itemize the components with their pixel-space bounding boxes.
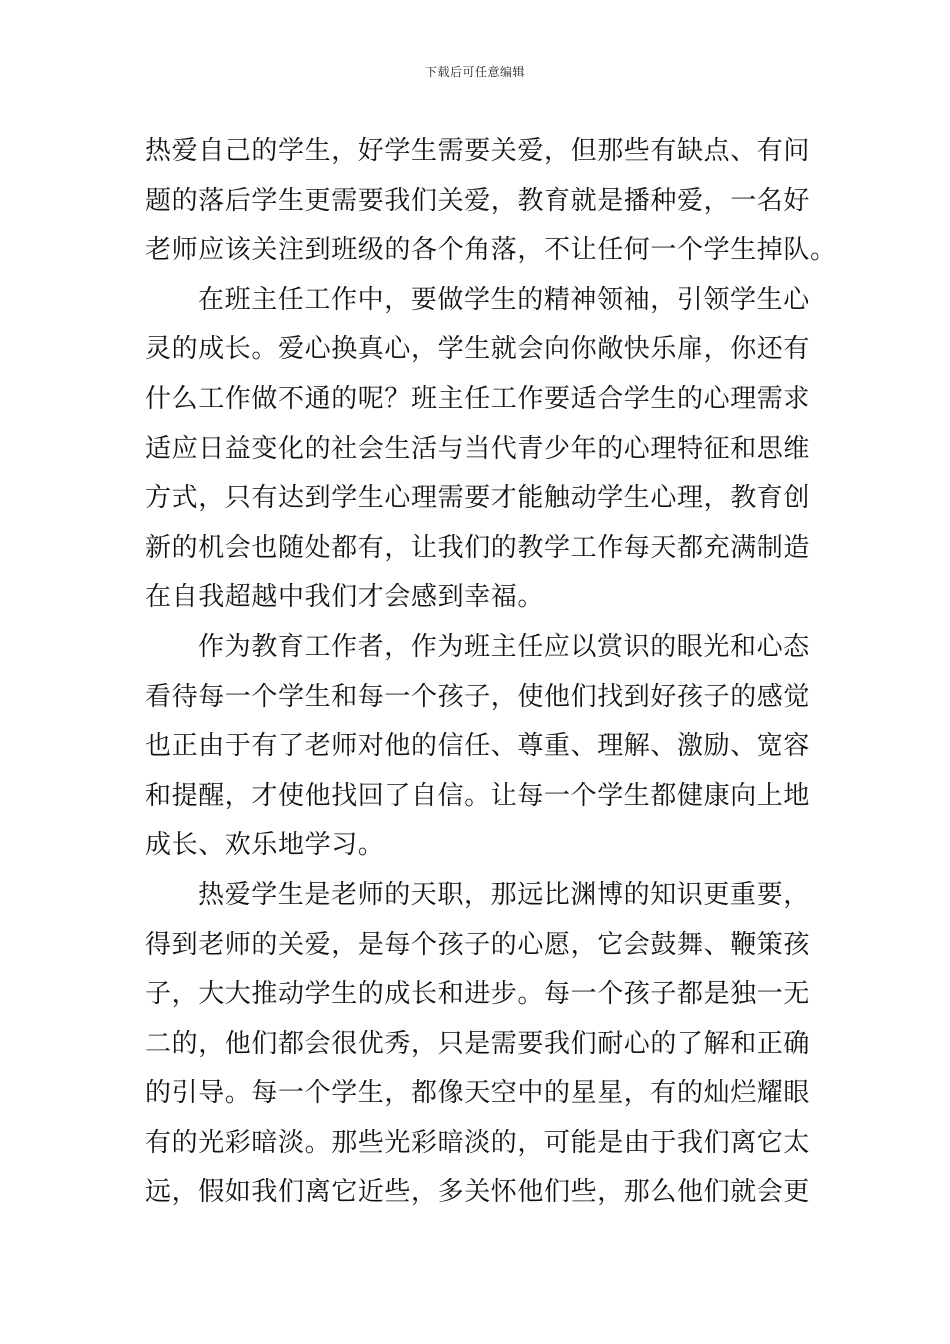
text-line: 新的机会也随处都有，让我们的教学工作每天都充满制造	[145, 532, 811, 563]
text-line: 也正由于有了老师对他的信任、尊重、理解、激励、宽容	[145, 731, 811, 762]
paragraph-first-line: 热爱学生是老师的天职，那远比渊博的知识更重要，	[198, 879, 810, 910]
text-line: 什么工作做不通的呢？班主任工作要适合学生的心理需求	[145, 383, 811, 414]
text-line: 成长、欢乐地学习。	[145, 830, 385, 861]
text-line: 适应日益变化的社会生活与当代青少年的心理特征和思维	[145, 433, 811, 464]
paragraph-first-line: 作为教育工作者，作为班主任应以赏识的眼光和心态	[198, 631, 810, 662]
text-line: 得到老师的关爱，是每个孩子的心愿，它会鼓舞、鞭策孩	[145, 929, 811, 960]
text-line: 老师应该关注到班级的各个角落，不让任何一个学生掉队。	[145, 235, 837, 266]
page-header: 下载后可任意编辑	[424, 65, 525, 79]
paragraph-first-line: 在班主任工作中，要做学生的精神领袖，引领学生心	[198, 284, 810, 315]
text-line: 和提醒，才使他找回了自信。让每一个学生都健康向上地	[145, 780, 811, 811]
text-line: 远，假如我们离它近些，多关怀他们些，那么他们就会更	[145, 1177, 811, 1208]
text-line: 的引导。每一个学生，都像天空中的星星，有的灿烂耀眼	[145, 1078, 811, 1109]
text-line: 看待每一个学生和每一个孩子，使他们找到好孩子的感觉	[145, 681, 811, 712]
document-body	[145, 127, 837, 1218]
text-line: 热爱自己的学生，好学生需要关爱，但那些有缺点、有问	[145, 136, 811, 166]
text-line: 有的光彩暗淡。那些光彩暗淡的，可能是由于我们离它太	[145, 1127, 811, 1158]
text-line: 灵的成长。爱心换真心，学生就会向你敞快乐扉，你还有	[145, 334, 811, 365]
text-line: 在自我超越中我们才会感到幸福。	[145, 582, 545, 613]
text-line: 子，大大推动学生的成长和进步。每一个孩子都是独一无	[145, 979, 811, 1010]
text-line: 题的落后学生更需要我们关爱，教育就是播种爱，一名好	[145, 185, 811, 216]
text-line: 方式，只有达到学生心理需要才能触动学生心理，教育创	[145, 483, 811, 514]
text-line: 二的，他们都会很优秀，只是需要我们耐心的了解和正确	[145, 1028, 811, 1059]
